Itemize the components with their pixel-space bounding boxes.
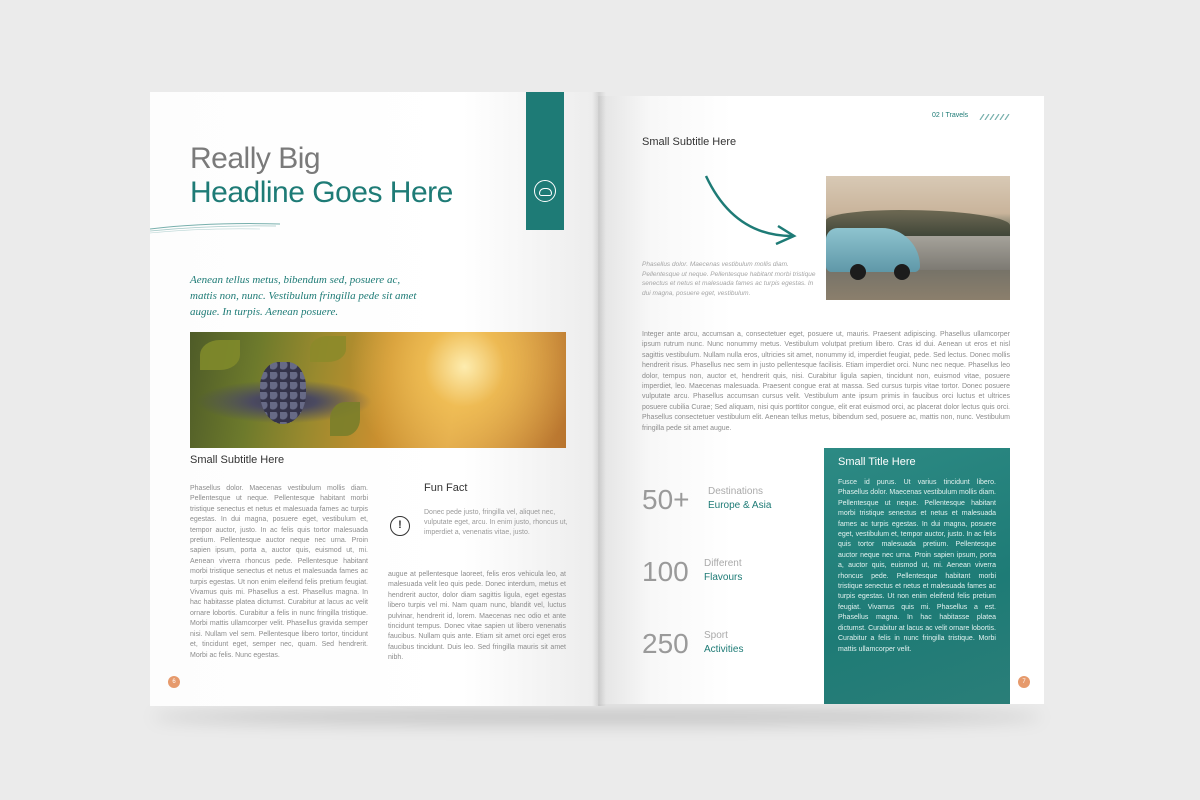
stat-label: Destinations xyxy=(708,486,764,497)
stat-sublabel: Activities xyxy=(704,644,744,655)
box-title: Small Title Here xyxy=(838,456,916,468)
page-number-right: 7 xyxy=(1018,676,1030,688)
section-header: 02 I Travels xyxy=(932,112,969,119)
vintage-car-image xyxy=(826,176,1010,300)
stat-label: Different xyxy=(704,558,742,569)
page-number-left: 6 xyxy=(168,676,180,688)
stat-number: 100 xyxy=(642,556,689,587)
cloud-icon xyxy=(534,180,556,202)
intro-text: Aenean tellus metus, bibendum sed, posuere ac, mattis non, nunc. Vestibulum fringilla pede sit amet augue. In turpis. Aenean posuere. xyxy=(190,274,417,318)
headline-line2: Headline Goes Here xyxy=(190,176,453,209)
exclamation-icon: ! xyxy=(390,516,410,536)
teal-tab xyxy=(526,92,564,230)
left-page xyxy=(150,92,598,706)
left-subtitle: Small Subtitle Here xyxy=(190,454,285,466)
funfact-title: Fun Fact xyxy=(424,482,468,494)
swoosh-decoration xyxy=(150,220,280,234)
header-stripes xyxy=(978,114,1012,120)
headline-line1: Really Big xyxy=(190,142,321,175)
right-page xyxy=(598,96,1044,704)
stat-sublabel: Europe & Asia xyxy=(708,500,772,511)
body-text: Integer ante arcu, accumsan a, consectetuer eget, posuere ut, mauris. Praesent adipiscing. Phasellus ullamcorper ipsum rutrum nunc. Nunc nonummy metus. Vestibulum volutpat pretium libero. Cras id dui. Aenean ut eros et nisl sagittis vestibulum. Nullam nulla eros, ultricies sit amet, nonummy id, imperdiet feugiat, pede. Sed lectus. Donec mollis hendrerit risus. Phasellus nec sem in justo pellentesque facilisis. Etiam imperdiet orci. Nunc nec neque. Phasellus leo dolor, tempus non, auctor et, hendrerit quis, nisi. Curabitur ligula sapien, tincidunt non, euismod vitae, posuere imperdiet, leo. Maecenas malesuada. Praesent congue erat at massa. Sed cursus turpis vitae tortor. Donec posuere vulputate arcu. Phasellus accumsan cursus velit. Vestibulum ante ipsum primis in faucibus orci luctus et ultrices posuere cubilia Curae; Sed aliquam, nisi quis porttitor congue, elit erat euismod orci, ac placerat dolor lectus quis orci. Phasellus consectetuer vestibulum elit. Aenean tellus metus, bibendum sed, posuere ac, mattis non, nunc. Vestibulum fringilla pede sit amet augue. xyxy=(642,331,1010,432)
left-column-text: Phasellus dolor. Maecenas vestibulum mollis diam. Pellentesque ut neque. Pellentesque habitant morbi tristique senectus et netus et malesuada fames ac turpis egestas. In dui magna, posuere eget, vestibulum et, tempor auctor, justo. In ac felis quis tortor malesuada pretium. Pellentesque auctor neque nec urna. Proin sapien ipsum, porta a, auctor quis, euismod ut, mi. Aenean viverra rhoncus pede. Pellentesque habitant morbi tristique senectus et netus et malesuada fames ac turpis egestas. Ut non enim eleifend felis pretium feugiat. Vivamus quis mi. Phasellus a est. Phasellus magna. In hac habitasse platea dictumst. Curabitur at lacus ac velit ornare lobortis. Curabitur a felis in nunc fringilla tristique. Morbi mattis ullamcorper velit. Phasellus gravida semper nisi. Nullam vel sem. Pellentesque libero tortor, tincidunt et, tincidunt eget, semper nec, quam. Sed hendrerit. Morbi ac felis. Nunc egestas. xyxy=(190,485,368,659)
spine-shadow xyxy=(592,92,606,706)
grapes xyxy=(260,362,306,424)
vineyard-image xyxy=(190,332,566,448)
funfact-text: Donec pede justo, fringilla vel, aliquet nec, vulputate eget, arcu. In enim justo, rhoncus ut, imperdiet a, venenatis vitae, justo. xyxy=(424,509,568,536)
teal-info-box xyxy=(824,448,1010,704)
stat-label: Sport xyxy=(704,630,728,641)
box-text: Fusce id purus. Ut varius tincidunt libero. Phasellus dolor. Maecenas vestibulum mollis diam. Pellentesque ut neque. Pellentesque habitant morbi tristique senectus et netus et malesuada fames ac turpis egestas. In dui magna, posuere eget, vestibulum et, tempor auctor, justo. In ac felis quis tortor malesuada pretium. Pellentesque auctor neque nec urna. Proin sapien ipsum, porta a, auctor quis, euismod ut, mi. Aenean viverra rhoncus pede. Pellentesque habitant morbi tristique senectus et netus et malesuada fames ac turpis egestas. Ut non enim eleifend felis pretium feugiat. Vivamus quis mi. Phasellus a est. Phasellus magna. In hac habitasse platea dictumst. Curabitur at lacus ac velit ornare lobortis. Curabitur a felis in nunc fringilla tristique. Morbi mattis ullamcorper velit. xyxy=(838,479,996,653)
arrow-icon xyxy=(704,174,798,248)
stat-sublabel: Flavours xyxy=(704,572,743,583)
stat-number: 50+ xyxy=(642,484,690,515)
stat-number: 250 xyxy=(642,628,689,659)
photo-caption: Phasellus dolor. Maecenas vestibulum mollis diam. Pellentesque ut neque. Pellentesque habitant morbi tristique senectus et netus et malesuada fames ac turpis egestas. In dui magna, posuere eget, vestibulum. xyxy=(642,261,816,297)
right-subtitle: Small Subtitle Here xyxy=(642,136,737,148)
spread-shadow xyxy=(152,710,1042,724)
right-column-text: augue at pellentesque laoreet, felis eros vehicula leo, at malesuada velit leo quis pede. Donec interdum, metus et hendrerit auctor, dolor diam sagittis ligula, eget egestas libero turpis vel mi. Nam quam nunc, blandit vel, luctus pulvinar, hendrerit id, lorem. Maecenas nec odio et ante tincidunt tempus. Donec vitae sapien ut libero venenatis faucibus. Nullam quis ante. Etiam sit amet orci eget eros faucibus tincidunt. Duis leo. Sed fringilla mauris sit amet nibh. xyxy=(388,571,566,662)
